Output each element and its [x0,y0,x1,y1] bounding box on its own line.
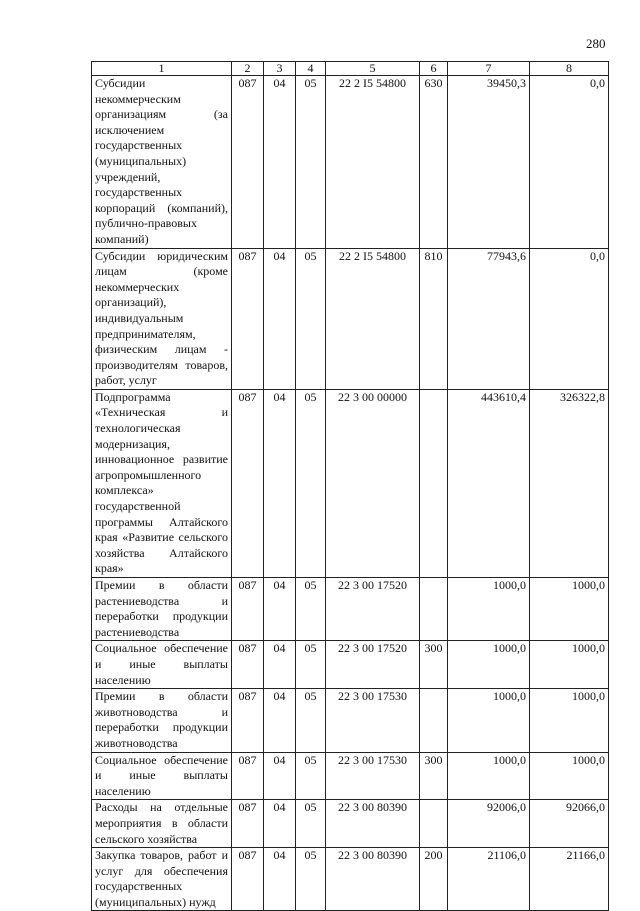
row-name: Социальное обеспечение и иные выплаты населению [92,641,232,689]
table-row [92,578,609,641]
row-grbs: 087 [232,641,264,689]
row-grbs: 087 [232,848,264,911]
row-sum-2: 92066,0 [530,800,609,848]
row-grbs: 087 [232,389,264,577]
column-header: 2 [232,62,264,76]
row-vr [420,389,448,577]
row-grbs: 087 [232,578,264,641]
row-name: Закупка товаров, работ и услуг для обеспечения государственных (муниципальных) нужд [92,848,232,911]
column-header: 8 [530,62,609,76]
row-grbs: 087 [232,800,264,848]
row-pr: 05 [296,689,326,752]
column-header: 3 [264,62,296,76]
row-vr [420,578,448,641]
column-header: 7 [448,62,530,76]
row-name: Расходы на отдельные мероприятия в области сельского хозяйства [92,800,232,848]
row-csr: 22 3 00 80390 [326,800,420,848]
row-rz: 04 [264,76,296,249]
row-sum-1: 92006,0 [448,800,530,848]
row-sum-1: 1000,0 [448,578,530,641]
row-rz: 04 [264,389,296,577]
row-pr: 05 [296,76,326,249]
row-vr: 300 [420,641,448,689]
row-csr: 22 2 I5 54800 [326,248,420,389]
row-sum-1: 1000,0 [448,641,530,689]
row-rz: 04 [264,248,296,389]
table-row [92,76,609,249]
row-name: Премии в области растениеводства и переработки продукции растениеводства [92,578,232,641]
row-sum-2: 21166,0 [530,848,609,911]
row-sum-1: 443610,4 [448,389,530,577]
row-rz: 04 [264,641,296,689]
row-sum-1: 1000,0 [448,752,530,800]
row-sum-1: 39450,3 [448,76,530,249]
row-pr: 05 [296,578,326,641]
row-sum-1: 21106,0 [448,848,530,911]
row-pr: 05 [296,389,326,577]
table-row [92,641,609,689]
row-rz: 04 [264,800,296,848]
row-rz: 04 [264,689,296,752]
row-sum-2: 326322,8 [530,389,609,577]
row-name: Субсидии юридическим лицам (кроме некоммерческих организаций), индивидуальным предпринимателям, физическим лицам - производителям товаров, работ, услуг [92,248,232,389]
row-sum-2: 1000,0 [530,752,609,800]
column-header: 4 [296,62,326,76]
table-row [92,389,609,577]
row-csr: 22 3 00 17520 [326,641,420,689]
row-pr: 05 [296,248,326,389]
row-csr: 22 3 00 00000 [326,389,420,577]
row-pr: 05 [296,752,326,800]
row-sum-1: 1000,0 [448,689,530,752]
row-name: Подпрограмма «Техническая и технологическая модернизация, инновационное развитие агропромышленного комплекса» государственной программы Алтайского края «Развитие сельского хозяйства Алтайского края» [92,389,232,577]
row-name: Социальное обеспечение и иные выплаты населению [92,752,232,800]
table-row [92,848,609,911]
row-grbs: 087 [232,76,264,249]
row-grbs: 087 [232,689,264,752]
row-sum-2: 0,0 [530,76,609,249]
row-csr: 22 2 I5 54800 [326,76,420,249]
row-csr: 22 3 00 17530 [326,752,420,800]
row-rz: 04 [264,848,296,911]
row-vr: 810 [420,248,448,389]
table-body [92,62,609,911]
row-rz: 04 [264,578,296,641]
row-csr: 22 3 00 17530 [326,689,420,752]
row-grbs: 087 [232,248,264,389]
row-csr: 22 3 00 17520 [326,578,420,641]
budget-table [91,61,609,911]
row-vr: 200 [420,848,448,911]
row-vr [420,800,448,848]
column-header: 5 [326,62,420,76]
row-vr: 300 [420,752,448,800]
row-sum-2: 1000,0 [530,641,609,689]
table-row [92,752,609,800]
table-row [92,248,609,389]
row-csr: 22 3 00 80390 [326,848,420,911]
table-row [92,689,609,752]
row-vr: 630 [420,76,448,249]
row-pr: 05 [296,800,326,848]
row-grbs: 087 [232,752,264,800]
row-pr: 05 [296,641,326,689]
row-name: Субсидии некоммерческим организациям (за исключением государственных (муниципальных) учреждений, государственных корпораций (компаний), публично-правовых компаний) [92,76,232,249]
row-vr [420,689,448,752]
row-rz: 04 [264,752,296,800]
row-sum-1: 77943,6 [448,248,530,389]
header-row [92,62,609,76]
row-name: Премии в области животноводства и переработки продукции животноводства [92,689,232,752]
row-sum-2: 0,0 [530,248,609,389]
page-number: 280 [586,36,606,51]
row-sum-2: 1000,0 [530,689,609,752]
column-header: 6 [420,62,448,76]
table-row [92,800,609,848]
column-header: 1 [92,62,232,76]
row-pr: 05 [296,848,326,911]
row-sum-2: 1000,0 [530,578,609,641]
